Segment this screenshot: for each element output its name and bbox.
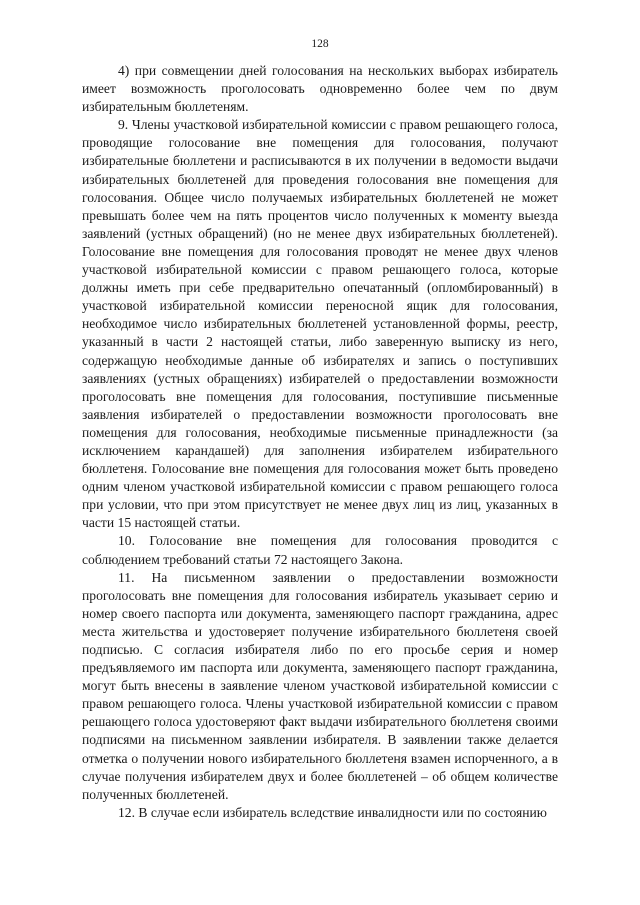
paragraph-clause-11: 11. На письменном заявлении о предоставлении возможности проголосовать вне помещения для голосования избиратель указывает серию и номер своего паспорта или документа, заменяющего паспорт гражданина, адрес места жительства и удостоверяет получение избирательного бюллетеня своей подписью. С согласия избирателя либо по его просьбе серия и номер предъявляемого им паспорта или документа, заменяющего паспорт гражданина, могут быть внесены в заявление членом участковой избирательной комиссии с правом решающего голоса. Члены участковой избирательной комиссии с правом решающего голоса удостоверяют факт выдачи избирательного бюллетеня своими подписями на письменном заявлении избирателя. В заявлении также делается отметка о получении нового избирательного бюллетеня взамен испорченного, а в случае получения избирателем двух и более бюллетеней – об общем количестве полученных бюллетеней. bbox=[82, 569, 558, 802]
paragraph-clause-12: 12. В случае если избиратель вследствие инвалидности или по состоянию bbox=[118, 804, 547, 820]
paragraph-item-4: 4) при совмещении дней голосования на нескольких выборах избиратель имеет возможность проголосовать одновременно более чем по двум избирательным бюллетеням. bbox=[82, 63, 558, 115]
page-number: 128 bbox=[311, 38, 329, 50]
paragraph-clause-10: 10. Голосование вне помещения для голосования проводится с соблюдением требований статьи 72 настоящего Закона. bbox=[82, 533, 558, 567]
paragraph-clause-9: 9. Члены участковой избирательной комиссии с правом решающего голоса, проводящие голосование вне помещения для голосования, получают избирательные бюллетени и расписываются в их получении в ведомости выдачи избирательных бюллетеней для проведения голосования вне помещения для голосования. Общее число получаемых избирательных бюллетеней не может превышать более чем на пять процентов число полученных к моменту выезда заявлений (устных обращений) (но не менее двух избирательных бюллетеней). Голосование вне помещения для голосования проводят не менее двух членов участковой избирательной комиссии с правом решающего голоса, которые должны иметь при себе предварительно опечатанный (опломбированный) в участковой избирательной комиссии переносной ящик для голосования, необходимое число избирательных бюллетеней установленной формы, реестр, указанный в части 2 настоящей статьи, либо заверенную выписку из него, содержащую необходимые данные об избирателях и запись о поступивших заявлениях (устных обращениях) избирателей о предоставлении возможности проголосовать вне помещения для голосования, поступившие письменные заявления избирателей о предоставлении возможности проголосовать вне помещения для голосования, необходимые письменные принадлежности (за исключением карандашей) для заполнения избирателем избирательного бюллетеня. Голосование вне помещения для голосования может быть проведено одним членом участковой избирательной комиссии с правом решающего голоса при условии, что при этом присутствует не менее двух лиц из лиц, указанных в части 15 настоящей статьи. bbox=[82, 117, 558, 531]
document-body bbox=[82, 62, 558, 822]
